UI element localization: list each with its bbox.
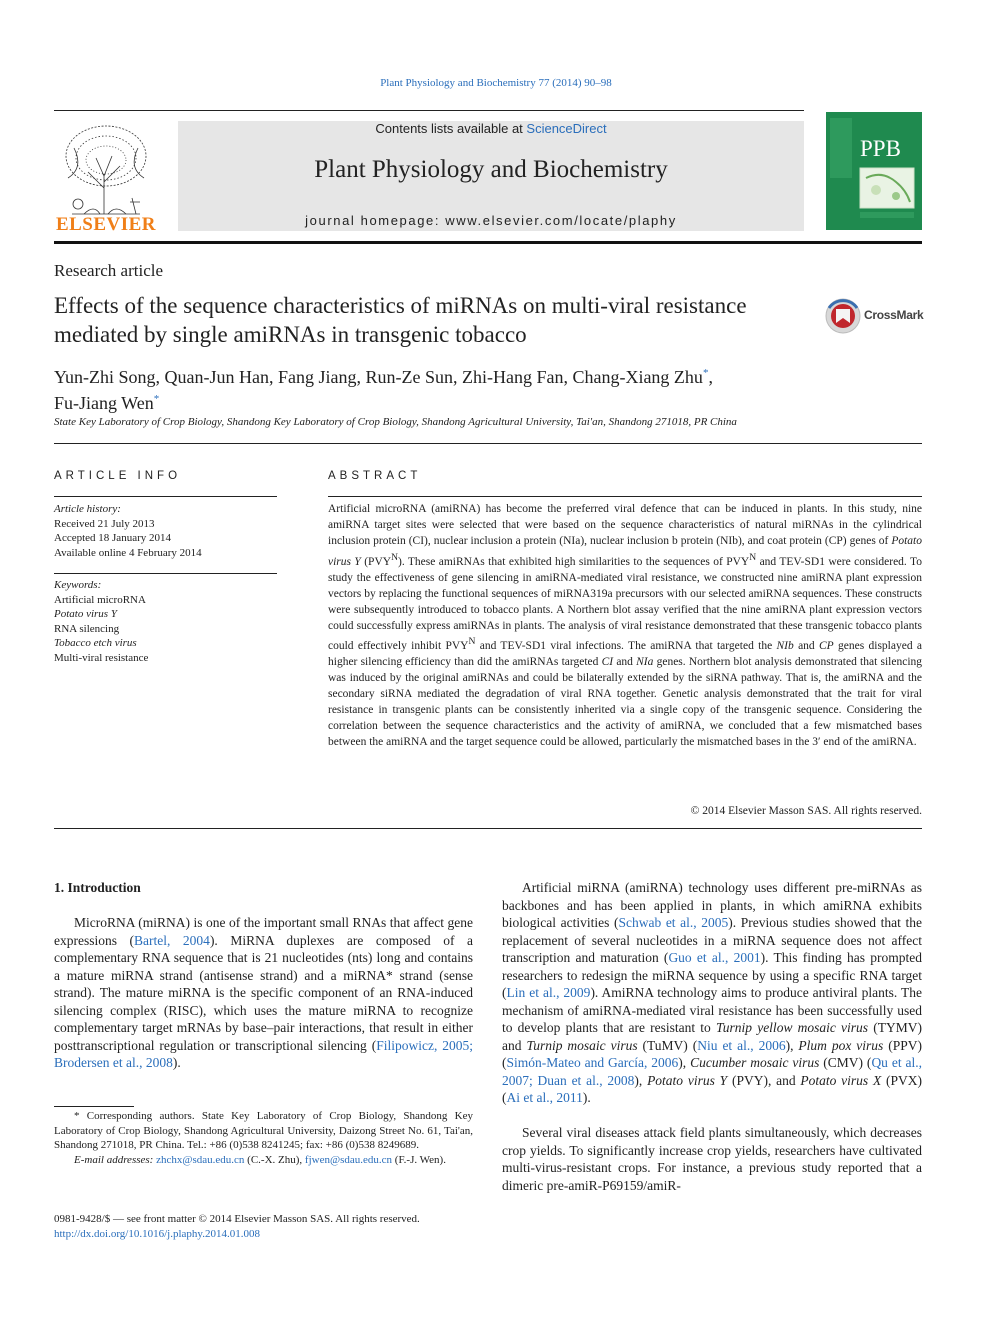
authors-line-2: Fu-Jiang Wen	[54, 393, 154, 413]
text-part: ),	[634, 1072, 648, 1088]
text-part: (PVX) (	[502, 1072, 923, 1105]
affiliation-rule	[54, 443, 922, 444]
header-rule	[54, 110, 804, 111]
citation-link[interactable]: Bartel, 2004	[134, 932, 210, 948]
sciencedirect-link[interactable]: ScienceDirect	[526, 121, 607, 136]
abstract-bottom-rule	[54, 828, 922, 829]
text-part: ). Previous studies showed that the replacement of several nucleotides in a miRNA sequence does not affect transcription and maturation (	[502, 915, 922, 965]
received-date: Received 21 July 2013	[54, 517, 155, 530]
virus-name: Cucumber mosaic virus	[690, 1055, 820, 1070]
text-part: (PVY), and	[727, 1072, 801, 1088]
article-info-heading: ARTICLE INFO	[54, 470, 182, 482]
text-part: ).	[172, 1055, 181, 1070]
text-part: (PPV) (	[502, 1037, 922, 1070]
abstract-italic: CI	[601, 656, 614, 669]
virus-name: Plum pox virus	[798, 1037, 884, 1053]
author-list	[54, 362, 854, 414]
email-link[interactable]: fjwen@sdau.edu.cn	[304, 1153, 393, 1166]
doi-link[interactable]: http://dx.doi.org/10.1016/j.plaphy.2014.01.008	[54, 1227, 260, 1240]
corresponding-authors-note: * Corresponding authors. State Key Laboratory of Crop Biology, Shandong Key Laboratory of Crop Biology, Shandong Agricultural University, Daizong Street No. 61, Tai'an, Shandong 271018, PR China. Tel.: +86 (0)538 8241245; fax: +86 (0)538 8249689.	[54, 1110, 473, 1151]
journal-homepage	[178, 213, 804, 228]
text-part: ),	[678, 1055, 691, 1070]
elsevier-wordmark: ELSEVIER	[55, 214, 157, 235]
citation-link[interactable]: Qu et al., 2007; Duan et al., 2008	[502, 1055, 922, 1088]
abstract-sup: N	[391, 551, 398, 563]
virus-name: Potato virus X	[800, 1072, 882, 1088]
journal-cover-art	[826, 112, 922, 230]
abstract-rule	[328, 496, 922, 497]
virus-name: Turnip yellow mosaic virus	[716, 1020, 869, 1035]
keyword: Tobacco etch virus	[54, 637, 137, 649]
text-part: Artificial miRNA (amiRNA) technology uses different pre-miRNAs as backbones and has been applied in plants, in which amiRNA exhibits biological activities (	[502, 880, 922, 930]
virus-name: Turnip mosaic virus	[526, 1037, 638, 1053]
abstract-part: and TEV-SD1 viral infections. The amiRNA that targeted the	[475, 640, 777, 653]
keywords-rule	[54, 573, 277, 574]
text-part: ). AmiRNA technology aims to produce antiviral plants. The mechanism of amiRNA-mediated viral resistance has been successfully used to develop plants that are resistant to	[502, 985, 922, 1035]
text-part: (TYMV) and	[502, 1020, 922, 1053]
journal-citation[interactable]: Plant Physiology and Biochemistry 77 (2014) 90–98	[380, 77, 612, 89]
section-heading-introduction: 1. Introduction	[54, 880, 141, 895]
cover-label: PPB	[860, 136, 901, 161]
corresponding-mark[interactable]: *	[153, 393, 160, 405]
article-type: Research article	[54, 261, 164, 280]
corresponding-mark[interactable]: *	[702, 367, 709, 379]
abstract-sup: N	[749, 551, 757, 563]
keyword: RNA silencing	[54, 622, 120, 635]
abstract-part: ). These amiRNAs that exhibited high similarities to the sequences of PVY	[397, 555, 750, 568]
text-part: (CMV) (	[819, 1055, 872, 1070]
email-label: E-mail addresses:	[74, 1153, 154, 1166]
citation-link[interactable]: Lin et al., 2009	[506, 985, 591, 1000]
contents-line	[178, 121, 804, 136]
citation-link[interactable]: Simón-Mateo and García, 2006	[506, 1055, 679, 1070]
keyword: Multi-viral resistance	[54, 651, 149, 664]
keyword: Potato virus Y	[54, 608, 117, 620]
authors-line-1: Yun-Zhi Song, Quan-Jun Han, Fang Jiang, Run-Ze Sun, Zhi-Hang Fan, Chang-Xiang Zhu	[54, 367, 703, 387]
intro-paragraph-left	[54, 914, 473, 1072]
corresponding-footnote	[54, 1109, 473, 1167]
homepage-url[interactable]: www.elsevier.com/locate/plaphy	[445, 213, 677, 228]
abstract-copyright: © 2014 Elsevier Masson SAS. All rights reserved.	[690, 805, 922, 817]
article-info-rule	[54, 496, 277, 497]
abstract-italic: NIb	[776, 640, 794, 653]
abstract-italic: CP	[818, 640, 834, 653]
text-part: ),	[785, 1037, 799, 1053]
accepted-date: Accepted 18 January 2014	[54, 532, 171, 544]
abstract-part: genes displayed a higher silencing efficiency than did the amiRNAs targeted	[328, 640, 922, 669]
citation-link[interactable]: Filipowicz, 2005; Brodersen et al., 2008	[54, 1037, 473, 1070]
email-addresses	[54, 1153, 473, 1168]
header-thick-rule	[54, 241, 922, 244]
abstract-part: and TEV-SD1 were considered. To study the effectiveness of gene silencing in amiRNA-mediated viral resistance, we constructed nine amiRNA plant expression vectors by replacing the functional sequences of miRNA319a precursors with our selected amiRNA sequences. These constructs were subsequently introduced to tobacco plants. A Northern blot assay verified that the nine amiRNA plant expression vectors could successfully express amiRNAs in plants. The analysis of viral resistance demonstrated that these transgenic tobacco plants could effectively inhibit PVY	[328, 555, 922, 653]
footnote-rule	[54, 1106, 134, 1107]
text-part: ). MiRNA duplexes are composed of a complementary RNA sequence that is 21 nucleotides (nts) long and contains a mature miRNA strand (antisense strand) and a miRNA* strand (sense strand). The mature miRNA is the specific component of an RNA-induced silencing complex (RISC), which uses the mature miRNA to recognize complementary target mRNAs by base–pair interactions, that result in either posttranscriptional regulation or transcriptional silencing (	[54, 932, 473, 1053]
abstract-part: genes. Northern blot analysis demonstrated that silencing was induced by the original amiRNAs and could be bilaterally extended by the siRNA pathway. That is, the amiRNA and the secondary siRNA mediated the degradation of viral RNA together. Genetic analysis demonstrated that the trait for viral resistance in transgenic plants can be consistently inherited via a single copy of the transgenic sequence. Considering the correlation between the sequence characteristics and the activity of amiRNA, we concluded that a few mismatched bases between the amiRNA and the target sequence could be allowed, particularly the mismatched bases in the 3′ end of the amiRNA.	[328, 656, 923, 748]
abstract-italic: Potato virus Y	[328, 534, 922, 568]
text-part: MicroRNA (miRNA) is one of the important small RNAs that affect gene expressions (	[54, 915, 473, 948]
citation-link[interactable]: Schwab et al., 2005	[618, 915, 729, 930]
abstract-part: and	[613, 656, 637, 669]
citation-link[interactable]: Guo et al., 2001	[668, 950, 761, 965]
keywords-label: Keywords:	[54, 579, 102, 591]
citation-link[interactable]: Niu et al., 2006	[697, 1037, 786, 1053]
journal-cover-image[interactable]	[826, 112, 922, 230]
keywords	[54, 578, 277, 665]
crossmark-label[interactable]: CrossMark	[864, 308, 924, 322]
article-history	[54, 502, 277, 560]
abstract-italic: NIa	[636, 656, 654, 669]
issn-copyright: 0981-9428/$ — see front matter © 2014 Elsevier Masson SAS. All rights reserved.	[54, 1213, 420, 1225]
email-link[interactable]: zhchx@sdau.edu.cn	[156, 1153, 245, 1166]
intro-paragraph-right-2: Several viral diseases attack field plants simultaneously, which decreases crop yields. To significantly increase crop yields, researchers have cultivated multi-virus-resistant crops. For instance, a previous study reported that a dimeric pre-amiR-P69159/amiR-	[502, 1125, 922, 1193]
abstract-part: (PVY	[360, 555, 392, 568]
abstract-part: and	[793, 640, 819, 653]
journal-name: Plant Physiology and Biochemistry	[314, 156, 668, 183]
online-date: Available online 4 February 2014	[54, 546, 202, 559]
homepage-prefix: journal homepage:	[305, 213, 446, 228]
contents-prefix: Contents lists available at	[375, 121, 527, 136]
abstract-text	[328, 502, 922, 751]
abstract-sup: N	[468, 636, 476, 648]
text-part: ). This finding has prompted researchers to redesign the miRNA sequence by using a specific RNA target (	[502, 950, 922, 1000]
front-matter	[54, 1212, 524, 1241]
affiliation: State Key Laboratory of Crop Biology, Shandong Key Laboratory of Crop Biology, Shandong Agricultural University, Tai'an, Shandong 271018, PR China	[54, 416, 737, 428]
email-owner: (C.-X. Zhu),	[244, 1153, 305, 1166]
keyword: Artificial microRNA	[54, 593, 146, 606]
virus-name: Potato virus Y	[647, 1072, 728, 1088]
email-owner: (F.-J. Wen).	[392, 1153, 446, 1166]
citation-link[interactable]: Ai et al., 2011	[506, 1090, 583, 1105]
article-title: Effects of the sequence characteristics of miRNAs on multi-viral resistance mediated by single amiRNAs in transgenic tobacco	[54, 293, 747, 347]
text-part: ).	[582, 1090, 591, 1105]
abstract-heading: ABSTRACT	[328, 470, 422, 482]
abstract-part: Artificial microRNA (amiRNA) has become the preferred viral defence that can be induced in plants. In this study, nine amiRNA target sites were selected that were based on the sequence characteristics of natural miRNAs in the cylindrical inclusion protein (CI), nuclear inclusion a protein (NIa), nuclear inclusion b protein (NIb), and coat protein (CP) genes of	[328, 503, 922, 547]
intro-paragraph-right	[502, 879, 922, 1107]
text-part: (TuMV) (	[637, 1037, 698, 1053]
history-label: Article history:	[54, 503, 121, 515]
authors-line-1-end: ,	[708, 367, 713, 387]
